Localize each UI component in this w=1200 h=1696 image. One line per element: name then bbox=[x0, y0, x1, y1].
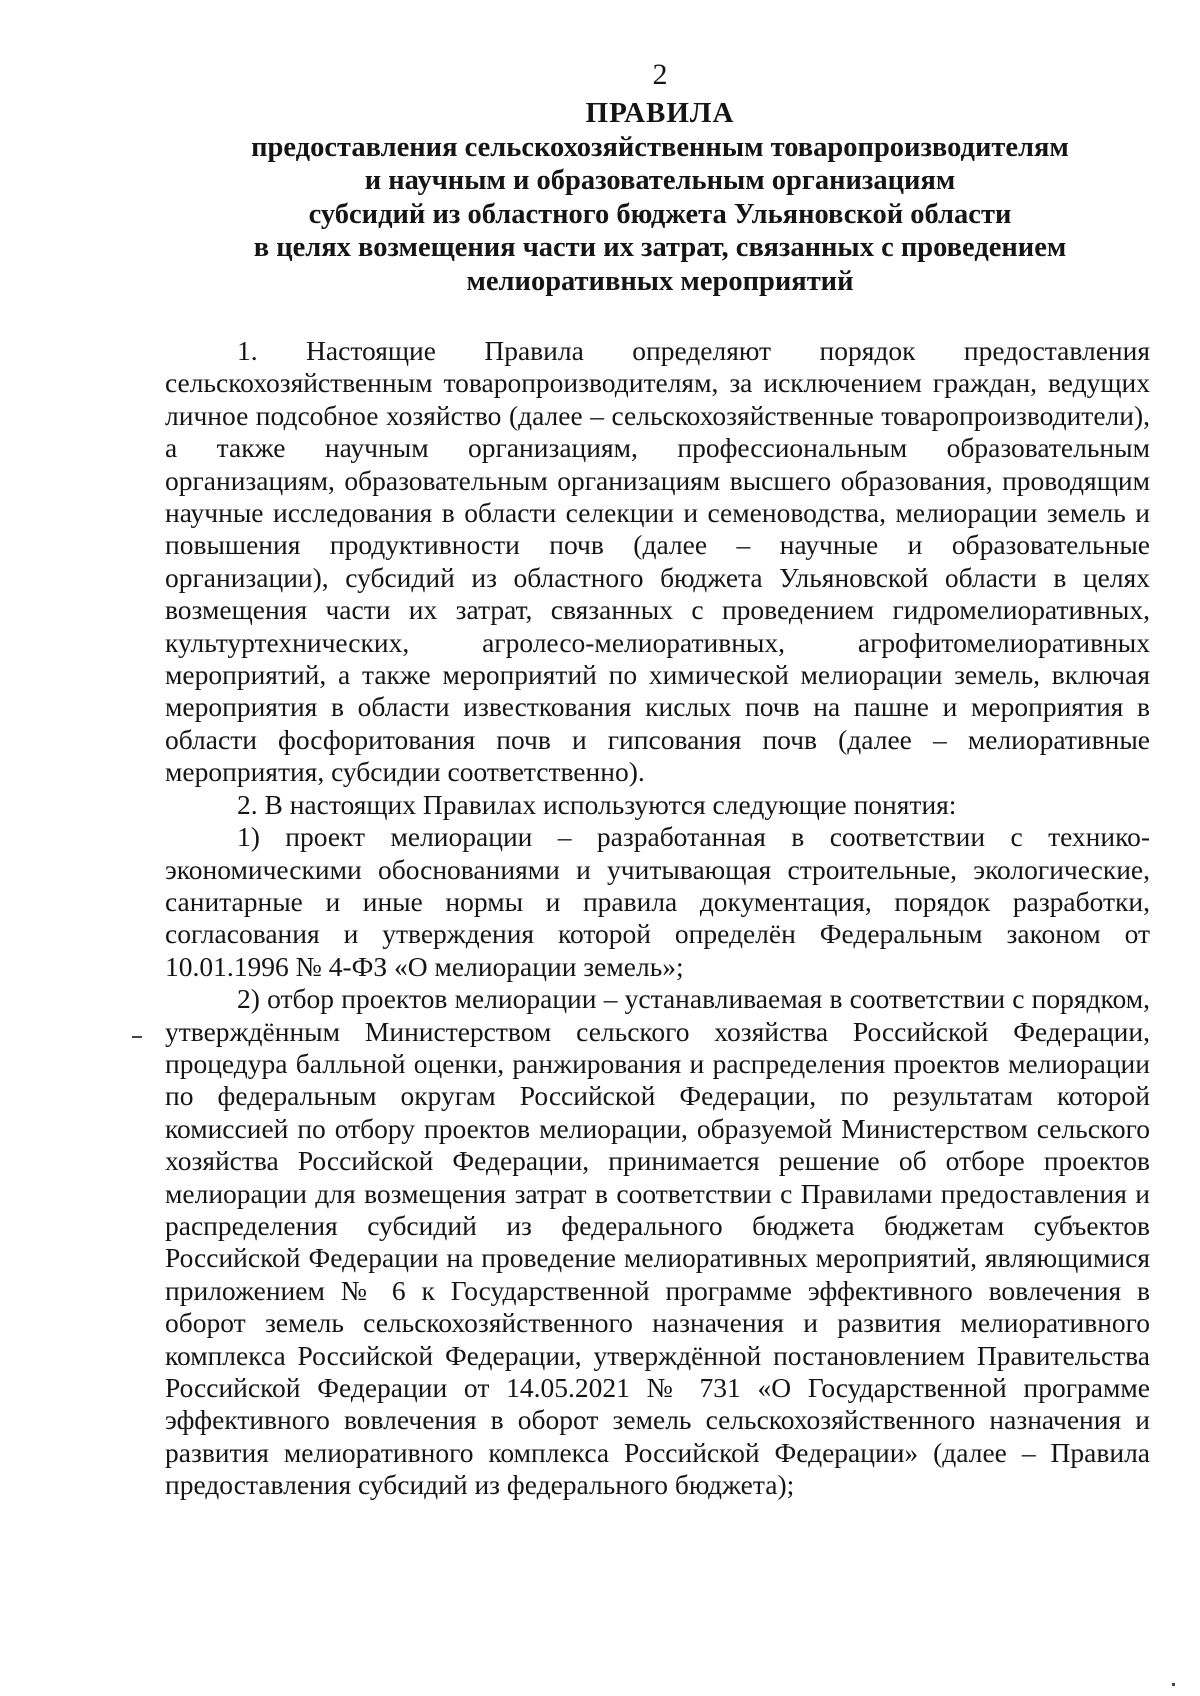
page-number: 2 bbox=[652, 58, 668, 91]
paragraph-2: 2. В настоящих Правилах используются следующие понятия: bbox=[237, 788, 957, 820]
paragraph-1: 1. Настоящие Правила определяют порядок предоставления сельскохозяйственным товаропроизводителям, за исключением граждан, ведущих личное подсобное хозяйство (далее – сельскохозяйственные товаропроизводители), а также научным организациям, профессиональным образовательным организациям, образовательным организациям высшего образования, проводящим научные исследования в области селекции и семеноводства, мелиорации земель и повышения продуктивности почв (далее – научные и образовательные организации), субсидий из областного бюджета Ульяновской области в целях возмещения части их затрат, связанных с проведением гидромелиоративных, культуртехнических, агролесо-мелиоративных, агрофитомелиоративных мероприятий, а также мероприятий по химической мелиорации земель, включая мероприятия в области известкования кислых почв на пашне и мероприятия в области фосфоритования почв и гипсования почв (далее – мелиоративные мероприятия, субсидии соответственно). bbox=[165, 335, 1150, 788]
document-body bbox=[165, 335, 1150, 1502]
header-subtitle-line: субсидий из областного бюджета Ульяновской области bbox=[308, 198, 1012, 230]
document-title: ПРАВИЛА bbox=[585, 97, 735, 129]
scan-mark bbox=[132, 1036, 142, 1038]
scan-mark bbox=[1172, 1683, 1175, 1686]
paragraph-2-item-1: 1) проект мелиорации – разработанная в соответствии с технико-экономическими обоснованиями и учитывающая строительные, экологические, санитарные и иные нормы и правила документация, порядок разработки, согласования и утверждения которой определён Федеральным законом от 10.01.1996 № 4-ФЗ «О мелиорации земель»; bbox=[165, 821, 1150, 982]
paragraph-2-item-2: 2) отбор проектов мелиорации – устанавливаемая в соответствии с порядком, утверждённым Министерством сельского хозяйства Российской Федерации, процедура балльной оценки, ранжирования и распределения проектов мелиорации по федеральным округам Российской Федерации, по результатам которой комиссией по отбору проектов мелиорации, образуемой Министерством сельского хозяйства Российской Федерации, принимается решение об отборе проектов мелиорации для возмещения затрат в соответствии с Правилами предоставления и распределения субсидий из федерального бюджета бюджетам субъектов Российской Федерации на проведение мелиоративных мероприятий, являющимися приложением № 6 к Государственной программе эффективного вовлечения в оборот земель сельскохозяйственного назначения и развития мелиоративного комплекса Российской Федерации, утверждённой постановлением Правительства Российской Федерации от 14.05.2021 № 731 «О Государственной программе эффективного вовлечения в оборот земель сельскохозяйственного назначения и развития мелиоративного комплекса Российской Федерации» (далее – Правила предоставления субсидий из федерального бюджета); bbox=[165, 983, 1150, 1501]
header-subtitle-line: и научным и образовательным организациям bbox=[364, 165, 956, 196]
header-subtitle-line: в целях возмещения части их затрат, связанных с проведением bbox=[253, 232, 1067, 263]
header-subtitle-line: предоставления сельскохозяйственным товаропроизводителям bbox=[251, 131, 1069, 163]
document-header bbox=[160, 97, 1160, 298]
header-subtitle-line: мелиоративных мероприятий bbox=[466, 265, 854, 297]
